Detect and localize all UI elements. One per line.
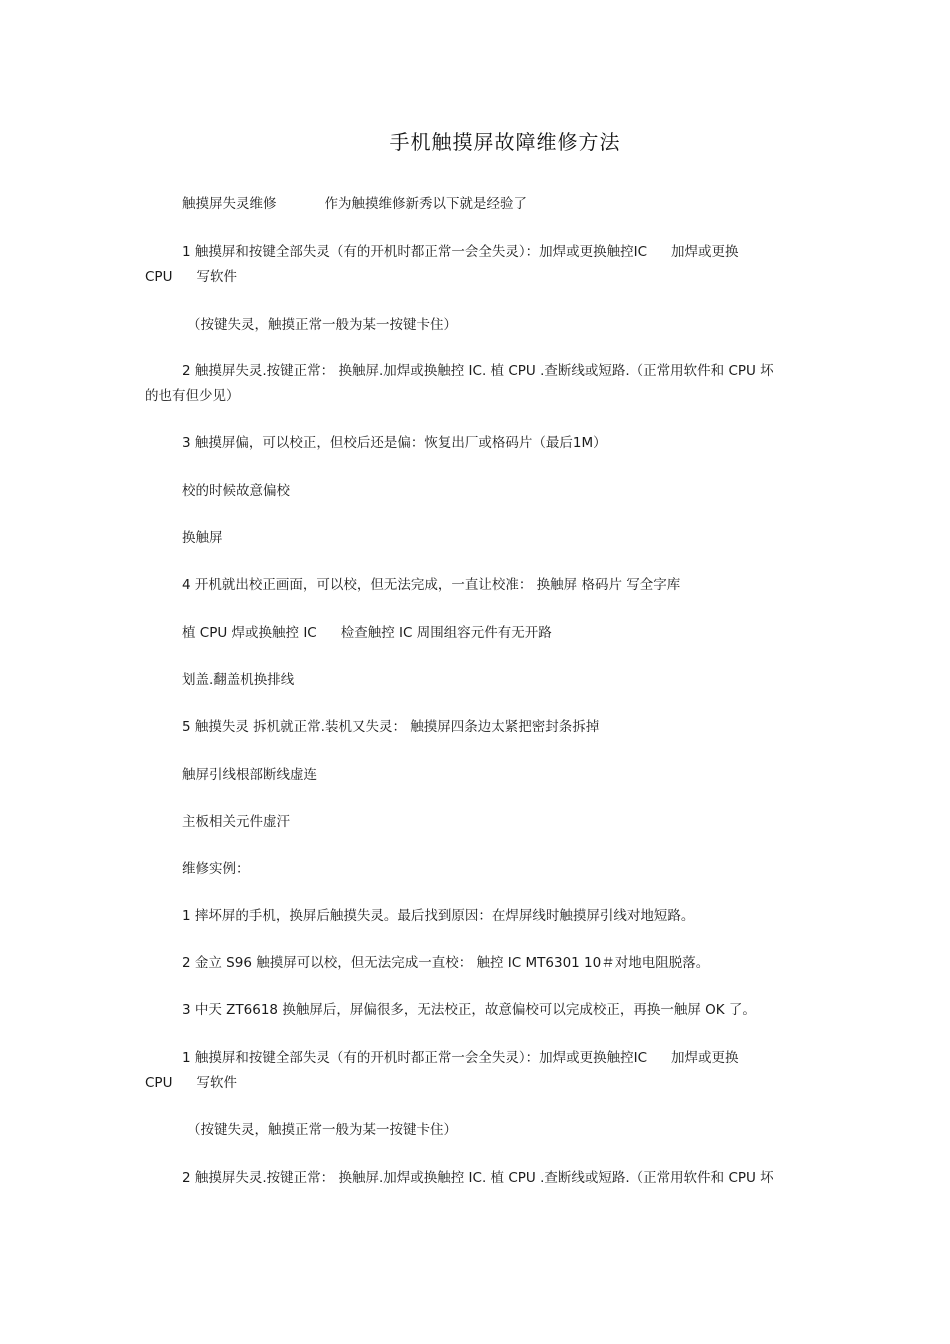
text-line: 2 触摸屏失灵.按键正常： 换触屏.加焊或换触控 IC. 植 CPU .查断线或短路.（正常用软件和 CPU 坏 — [182, 363, 774, 379]
text-line: （按键失灵，触摸正常一般为某一按键卡住） — [187, 317, 457, 333]
text-line — [145, 265, 237, 289]
text-line: 4 开机就出校正画面，可以校，但无法完成，一直让校准： 换触屏 格码片 写全字库 — [182, 577, 681, 593]
text-segment: 写软件 — [196, 269, 237, 285]
document-title: 手机触摸屏故障维修方法 — [389, 130, 621, 154]
text-line: 换触屏 — [182, 530, 223, 546]
text-line — [182, 621, 552, 645]
text-segment: 1 触摸屏和按键全部失灵（有的开机时都正常一会全失灵）：加焊或更换触控IC — [182, 244, 648, 260]
text-line: 3 中天 ZT6618 换触屏后，屏偏很多，无法校正，故意偏校可以完成校正，再换一触屏 OK 了。 — [182, 1002, 756, 1018]
text-segment: 检查触控 IC 周围组容元件有无开路 — [340, 625, 552, 641]
text-segment: 植 CPU 焊或换触控 IC — [182, 625, 317, 641]
text-segment: 作为触摸维修新秀以下就是经验了 — [324, 196, 527, 212]
text-segment: CPU — [145, 269, 173, 285]
text-line: 维修实例： — [182, 861, 250, 877]
text-segment: 写软件 — [196, 1075, 237, 1091]
text-line: 校的时候故意偏校 — [182, 483, 290, 499]
text-line — [182, 1046, 739, 1070]
text-line: 触屏引线根部断线虚连 — [182, 767, 317, 783]
text-line: （按键失灵，触摸正常一般为某一按键卡住） — [187, 1122, 457, 1138]
text-segment: 触摸屏失灵维修 — [182, 196, 277, 212]
text-line: 2 金立 S96 触摸屏可以校，但无法完成一直校： 触控 IC MT6301 10＃对地电阻脱落。 — [182, 955, 710, 971]
text-line: 2 触摸屏失灵.按键正常： 换触屏.加焊或换触控 IC. 植 CPU .查断线或短路.（正常用软件和 CPU 坏 — [182, 1170, 774, 1186]
text-line: 主板相关元件虚汗 — [182, 814, 290, 830]
text-segment: 加焊或更换 — [671, 1050, 739, 1066]
text-line: 1 摔坏屏的手机，换屏后触摸失灵。最后找到原因：在焊屏线时触摸屏引线对地短路。 — [182, 908, 695, 924]
text-line: 划盖.翻盖机换排线 — [182, 672, 295, 688]
text-line: 3 触摸屏偏，可以校正，但校后还是偏：恢复出厂或格码片（最后1M） — [182, 435, 607, 451]
text-line — [182, 240, 739, 264]
text-line — [145, 1071, 237, 1095]
text-segment: 1 触摸屏和按键全部失灵（有的开机时都正常一会全失灵）：加焊或更换触控IC — [182, 1050, 648, 1066]
text-line: 的也有但少见） — [145, 388, 240, 404]
text-segment: 加焊或更换 — [671, 244, 739, 260]
text-line: 5 触摸失灵 拆机就正常.装机又失灵： 触摸屏四条边太紧把密封条拆掉 — [182, 719, 600, 735]
text-segment: CPU — [145, 1075, 173, 1091]
text-line — [182, 192, 527, 216]
